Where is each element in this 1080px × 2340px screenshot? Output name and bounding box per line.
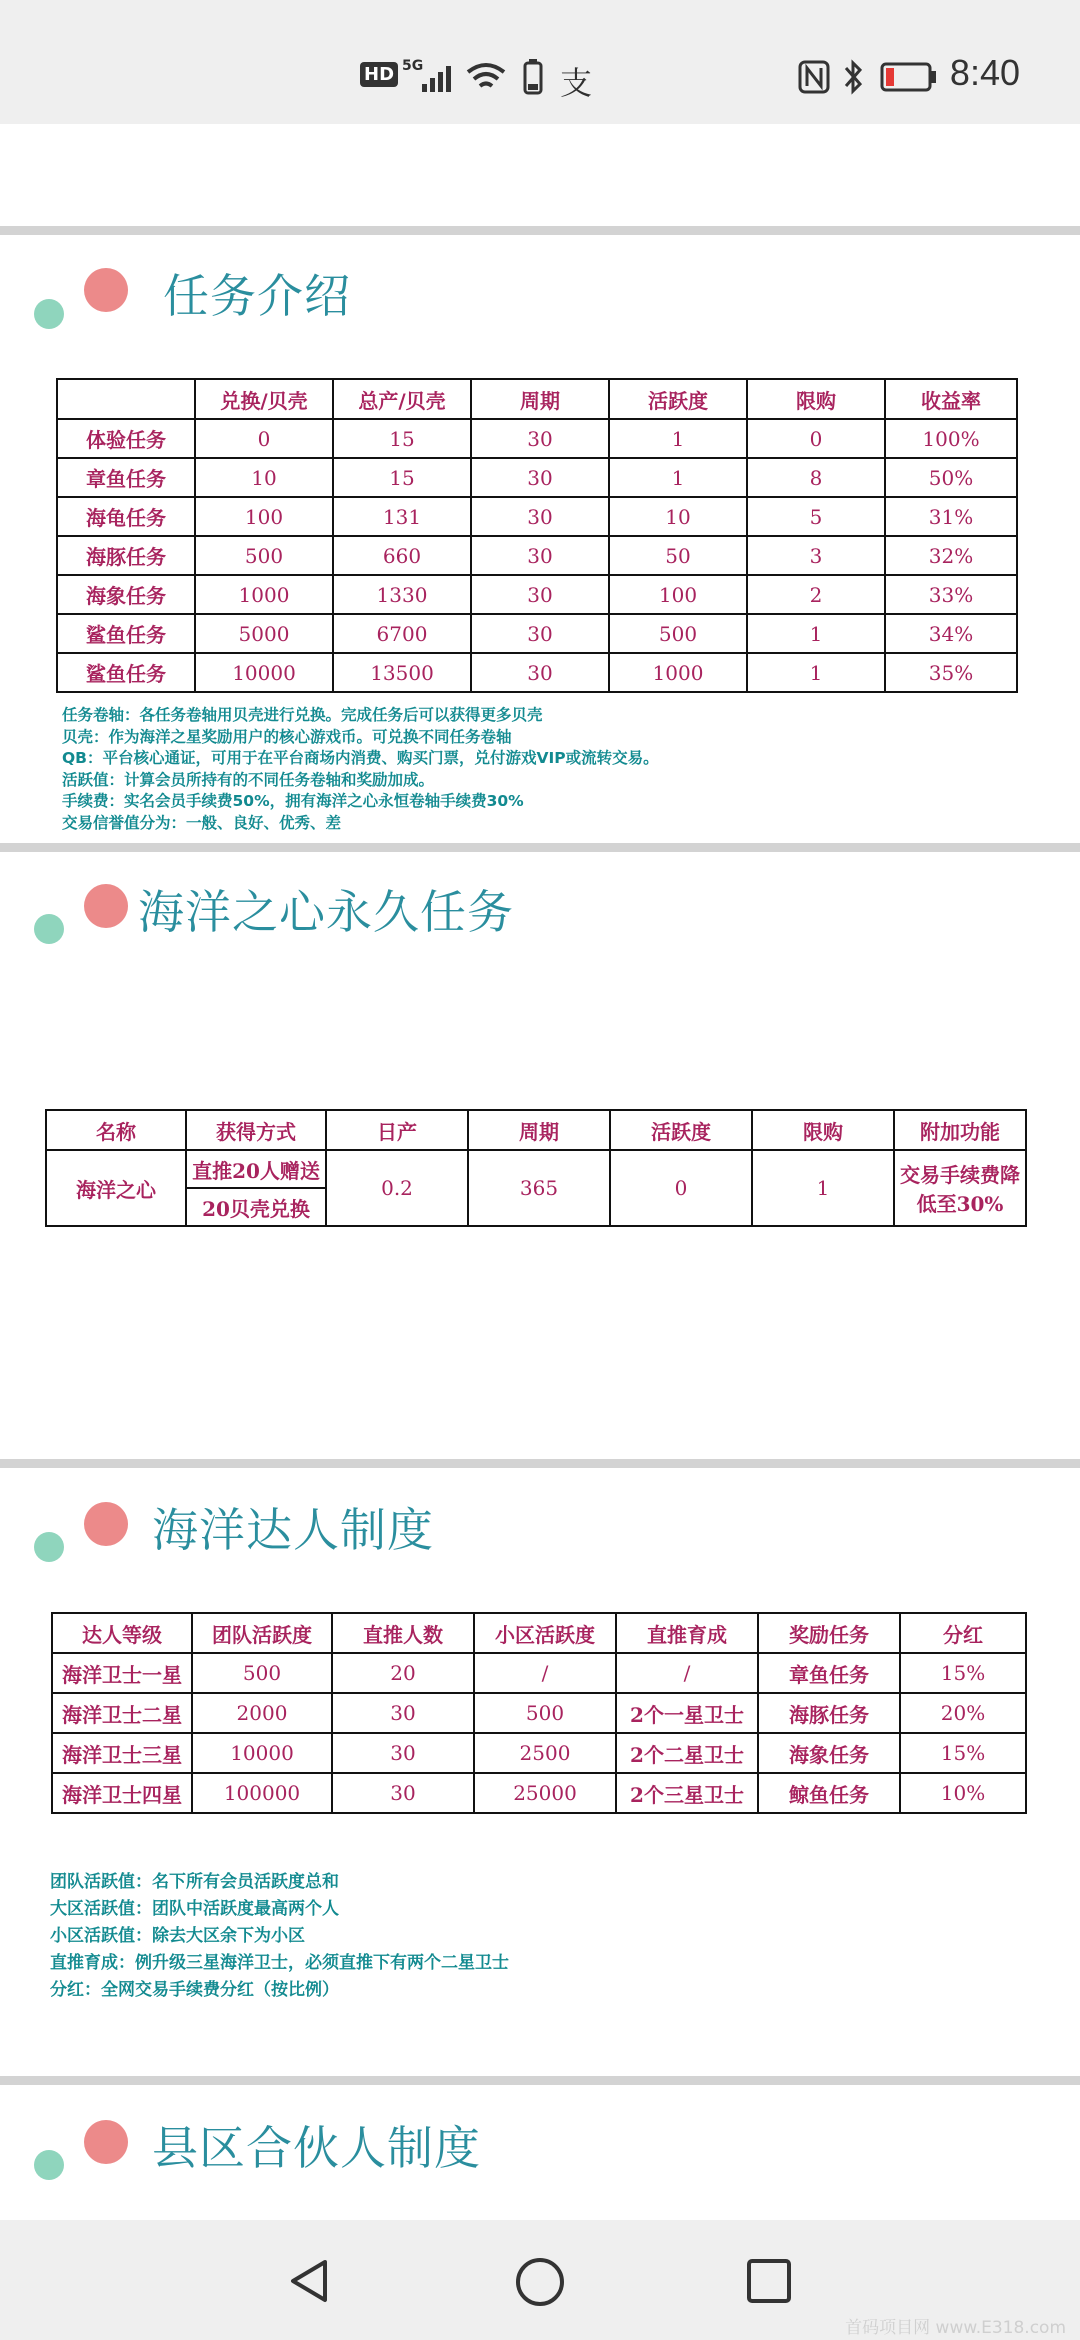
table-cell: 1 [609,419,747,458]
table-row [57,614,1017,653]
table-cell: 5000 [195,614,333,653]
table-cell: 海洋卫士二星 [52,1693,192,1733]
section-title-county-partner: 县区合伙人制度 [152,2121,481,2175]
extra-line: 交易手续费降 [900,1163,1020,1187]
table-cell: 365 [468,1150,610,1226]
nfc-icon [798,60,830,94]
note-line: 团队活跃值：名下所有会员活跃度总和 [50,1872,339,1892]
table-cell: 131 [333,497,471,536]
table-cell: 31% [885,497,1017,536]
note-line: 大区活跃值：团队中活跃度最高两个人 [50,1899,339,1919]
decor-dot-pink [84,2120,128,2164]
table-cell: 直推20人赠送 [186,1150,326,1188]
table-cell: 100000 [192,1773,332,1813]
table-cell: 章鱼任务 [57,458,195,497]
table-row [57,419,1017,458]
decor-dot-green [34,914,64,944]
table-cell: 15 [333,458,471,497]
table-cell: 660 [333,536,471,575]
table-cell: 1 [752,1150,894,1226]
table-cell: 0 [195,419,333,458]
note-line: 活跃值：计算会员所持有的不同任务卷轴和奖励加成。 [62,770,435,789]
table-cell: 15% [900,1653,1026,1693]
network-label: 5G [402,58,424,74]
extra-line: 低至30% [916,1192,1004,1216]
battery-small-icon [522,58,544,96]
table-cell [894,1150,1026,1226]
table-row [52,1773,1026,1813]
table-header: 限购 [747,379,885,419]
table-row [57,536,1017,575]
table-header: 收益率 [885,379,1017,419]
table-cell: 500 [474,1693,616,1733]
table-cell: 章鱼任务 [758,1653,900,1693]
table-cell: 10% [900,1773,1026,1813]
table-header: 附加功能 [894,1110,1026,1150]
table-cell: 30 [471,497,609,536]
clock: 8:40 [949,52,1020,93]
table-cell: 20% [900,1693,1026,1733]
table-cell: 3 [747,536,885,575]
table-row [57,575,1017,614]
table-cell: 25000 [474,1773,616,1813]
table-header: 限购 [752,1110,894,1150]
table-header: 名称 [46,1110,186,1150]
table-cell: 0.2 [326,1150,468,1226]
table-cell: 34% [885,614,1017,653]
table-cell: 2500 [474,1733,616,1773]
table-cell: 1 [747,614,885,653]
table-cell: 8 [747,458,885,497]
table-cell: 500 [195,536,333,575]
table-cell: 0 [610,1150,752,1226]
table-header: 直推人数 [332,1613,474,1653]
divider [0,843,1080,852]
recents-icon[interactable] [746,2258,792,2304]
table-cell: 20贝壳兑换 [186,1188,326,1226]
divider [0,226,1080,235]
decor-dot-green [34,299,64,329]
section-title-tasks: 任务介绍 [163,269,351,323]
table-cell: 海象任务 [57,575,195,614]
table-cell: 500 [609,614,747,653]
table-cell: 海洋卫士四星 [52,1773,192,1813]
table-cell: 35% [885,653,1017,692]
table-cell: 30 [471,458,609,497]
table-cell: 15% [900,1733,1026,1773]
note-line: 任务卷轴：各任务卷轴用贝壳进行兑换。完成任务后可以获得更多贝壳 [62,706,543,724]
alipay-icon: 支 [560,64,593,102]
note-line: 小区活跃值：除去大区余下为小区 [50,1926,305,1946]
table-cell: 体验任务 [57,419,195,458]
decor-dot-green [34,2150,64,2180]
table-cell: 海豚任务 [758,1693,900,1733]
ocean-heart-table [45,1109,1027,1227]
signal-icon [420,62,460,94]
table-header-row [57,379,1017,419]
table-cell: / [474,1653,616,1693]
table-cell: 30 [332,1733,474,1773]
table-row [52,1693,1026,1733]
table-cell: 2 [747,575,885,614]
decor-dot-pink [84,884,128,928]
table-header: 奖励任务 [758,1613,900,1653]
note-line: 交易信誉值分为：一般、良好、优秀、差 [62,813,342,832]
table-cell: 32% [885,536,1017,575]
table-cell: 2000 [192,1693,332,1733]
table-cell: 鲸鱼任务 [758,1773,900,1813]
table-header: 周期 [468,1110,610,1150]
expert-notes [50,1869,509,2004]
table-cell: 2个三星卫士 [616,1773,758,1813]
table-cell: 15 [333,419,471,458]
table-header-row [52,1613,1026,1653]
table-cell: 0 [747,419,885,458]
navigation-bar [0,2220,1080,2340]
note-line: 手续费：实名会员手续费50%，拥有海洋之心永恒卷轴手续费30% [62,792,524,810]
table-cell: 30 [471,536,609,575]
table-cell: 1 [609,458,747,497]
table-cell: 1 [747,653,885,692]
table-header: 直推育成 [616,1613,758,1653]
table-cell: 50 [609,536,747,575]
expert-table [51,1612,1027,1814]
table-cell: 30 [332,1773,474,1813]
table-cell: 1000 [195,575,333,614]
table-cell: 10 [609,497,747,536]
note-line: 分红：全网交易手续费分红（按比例） [50,1980,339,2000]
table-row [52,1733,1026,1773]
table-cell: 100 [609,575,747,614]
table-row [57,458,1017,497]
decor-dot-green [34,1532,64,1562]
table-cell: 海洋卫士一星 [52,1653,192,1693]
table-row [57,497,1017,536]
table-cell: 33% [885,575,1017,614]
table-header: 团队活跃度 [192,1613,332,1653]
table-cell: 100 [195,497,333,536]
table-cell: 20 [332,1653,474,1693]
table-header [57,379,195,419]
decor-dot-pink [84,1502,128,1546]
note-line: QB：平台核心通证，可用于在平台商场内消费、购买门票，兑付游戏VIP或流转交易。 [62,749,659,767]
home-icon[interactable] [514,2256,566,2308]
table-cell: 鲨鱼任务 [57,653,195,692]
divider [0,2076,1080,2085]
table-header: 活跃度 [610,1110,752,1150]
table-header: 获得方式 [186,1110,326,1150]
decor-dot-pink [84,268,128,312]
table-cell: 2个一星卫士 [616,1693,758,1733]
table-cell: 13500 [333,653,471,692]
table-cell: 1330 [333,575,471,614]
table-cell: 海洋之心 [46,1150,186,1226]
table-cell: 30 [471,653,609,692]
table-header-row [46,1110,1026,1150]
table-header: 活跃度 [609,379,747,419]
divider [0,1459,1080,1468]
table-cell: 50% [885,458,1017,497]
table-header: 日产 [326,1110,468,1150]
table-header: 周期 [471,379,609,419]
table-cell: 1000 [609,653,747,692]
battery-icon [880,62,938,92]
table-cell: 10000 [192,1733,332,1773]
bluetooth-icon [842,58,866,96]
table-row [57,653,1017,692]
note-line: 贝壳：作为海洋之星奖励用户的核心游戏币。可兑换不同任务卷轴 [62,727,512,746]
watermark: 首码项目网 www.E318.com [845,2318,1066,2338]
table-cell: 10000 [195,653,333,692]
table-row [46,1150,1026,1188]
table-cell: 30 [332,1693,474,1733]
wifi-icon [466,60,506,94]
table-header: 分红 [900,1613,1026,1653]
hd-icon: HD [360,62,398,87]
table-cell: 海洋卫士三星 [52,1733,192,1773]
table-cell: 30 [471,575,609,614]
note-line: 直推育成：例升级三星海洋卫士，必须直推下有两个二星卫士 [50,1953,509,1973]
section-title-ocean-heart: 海洋之心永久任务 [138,885,514,939]
table-cell: 10 [195,458,333,497]
section-title-ocean-expert: 海洋达人制度 [152,1503,434,1557]
table-header: 小区活跃度 [474,1613,616,1653]
table-header: 总产/贝壳 [333,379,471,419]
table-header: 达人等级 [52,1613,192,1653]
table-cell: 海象任务 [758,1733,900,1773]
table-cell: 30 [471,419,609,458]
task-notes [62,705,659,834]
table-cell: / [616,1653,758,1693]
back-icon[interactable] [285,2256,335,2306]
table-cell: 2个二星卫士 [616,1733,758,1773]
table-cell: 6700 [333,614,471,653]
table-cell: 鲨鱼任务 [57,614,195,653]
table-cell: 500 [192,1653,332,1693]
table-row [52,1653,1026,1693]
status-bar [0,0,1080,124]
table-cell: 5 [747,497,885,536]
task-table [56,378,1018,693]
table-cell: 海龟任务 [57,497,195,536]
table-header: 兑换/贝壳 [195,379,333,419]
table-cell: 100% [885,419,1017,458]
table-cell: 30 [471,614,609,653]
table-cell: 海豚任务 [57,536,195,575]
